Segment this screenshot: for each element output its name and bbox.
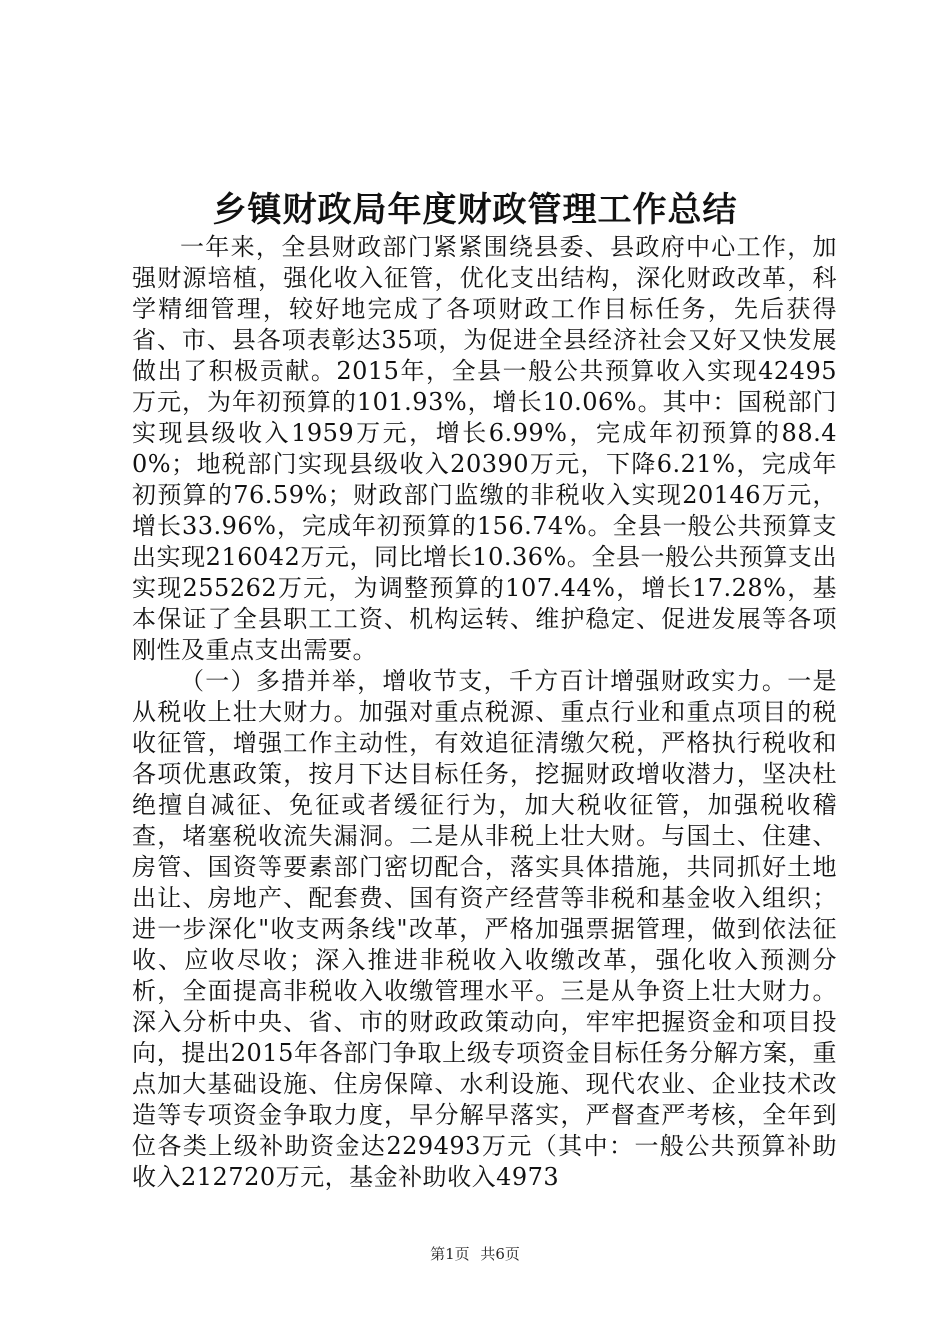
paragraph-section-1: （一）多措并举，增收节支，千方百计增强财政实力。一是从税收上壮大财力。加强对重点税源、重点行业和重点项目的税收征管，增强工作主动性，有效追征清缴欠税，严格执行税收和各项优惠政策，按月下达目标任务，挖掘财政增收潜力，坚决杜绝擅自减征、免征或者缓征行为，加大税收征管，加强税收稽查，堵塞税收流失漏洞。二是从非税上壮大财。与国土、住建、房管、国资等要素部门密切配合，落实具体措施，共同抓好土地出让、房地产、配套费、国有资产经营等非税和基金收入组织；进一步深化"收支两条线"改革，严格加强票据管理，做到依法征收、应收尽收；深入推进非税收入收缴改革，强化收入预测分析，全面提高非税收入收缴管理水平。三是从争资上壮大财力。深入分析中央、省、市的财政政策动向，牢牢把握资金和项目投向，提出2015年各部门争取上级专项资金目标任务分解方案，重点加大基础设施、住房保障、水利设施、现代农业、企业技术改造等专项资金争取力度，早分解早落实，严督查严考核，全年到位各类上级补助资金达229493万元（其中：一般公共预算补助收入212720万元，基金补助收入4973 — [132, 667, 837, 1191]
page-total: 共6页 — [480, 1245, 520, 1263]
document-body — [132, 232, 837, 1193]
paragraph-summary: 一年来，全县财政部门紧紧围绕县委、县政府中心工作，加强财源培植，强化收入征管，优化支出结构，深化财政改革，科学精细管理，较好地完成了各项财政工作目标任务，先后获得省、市、县各项表彰达35项，为促进全县经济社会又好又快发展做出了积极贡献。2015年，全县一般公共预算收入实现42495万元，为年初预算的101.93%，增长10.06%。其中：国税部门实现县级收入1959万元，增长6.99%，完成年初预算的88.40%；地税部门实现县级收入20390万元，下降6.21%，完成年初预算的76.59%；财政部门监缴的非税收入实现20146万元，增长33.96%，完成年初预算的156.74%。全县一般公共预算支出实现216042万元，同比增长10.36%。全县一般公共预算支出实现255262万元，为调整预算的107.44%，增长17.28%，基本保证了全县职工工资、机构运转、维护稳定、促进发展等各项刚性及重点支出需要。 — [132, 233, 837, 664]
document-title: 乡镇财政局年度财政管理工作总结 — [212, 190, 738, 230]
page-footer — [0, 1244, 950, 1264]
page-number: 第1页 — [430, 1245, 470, 1263]
